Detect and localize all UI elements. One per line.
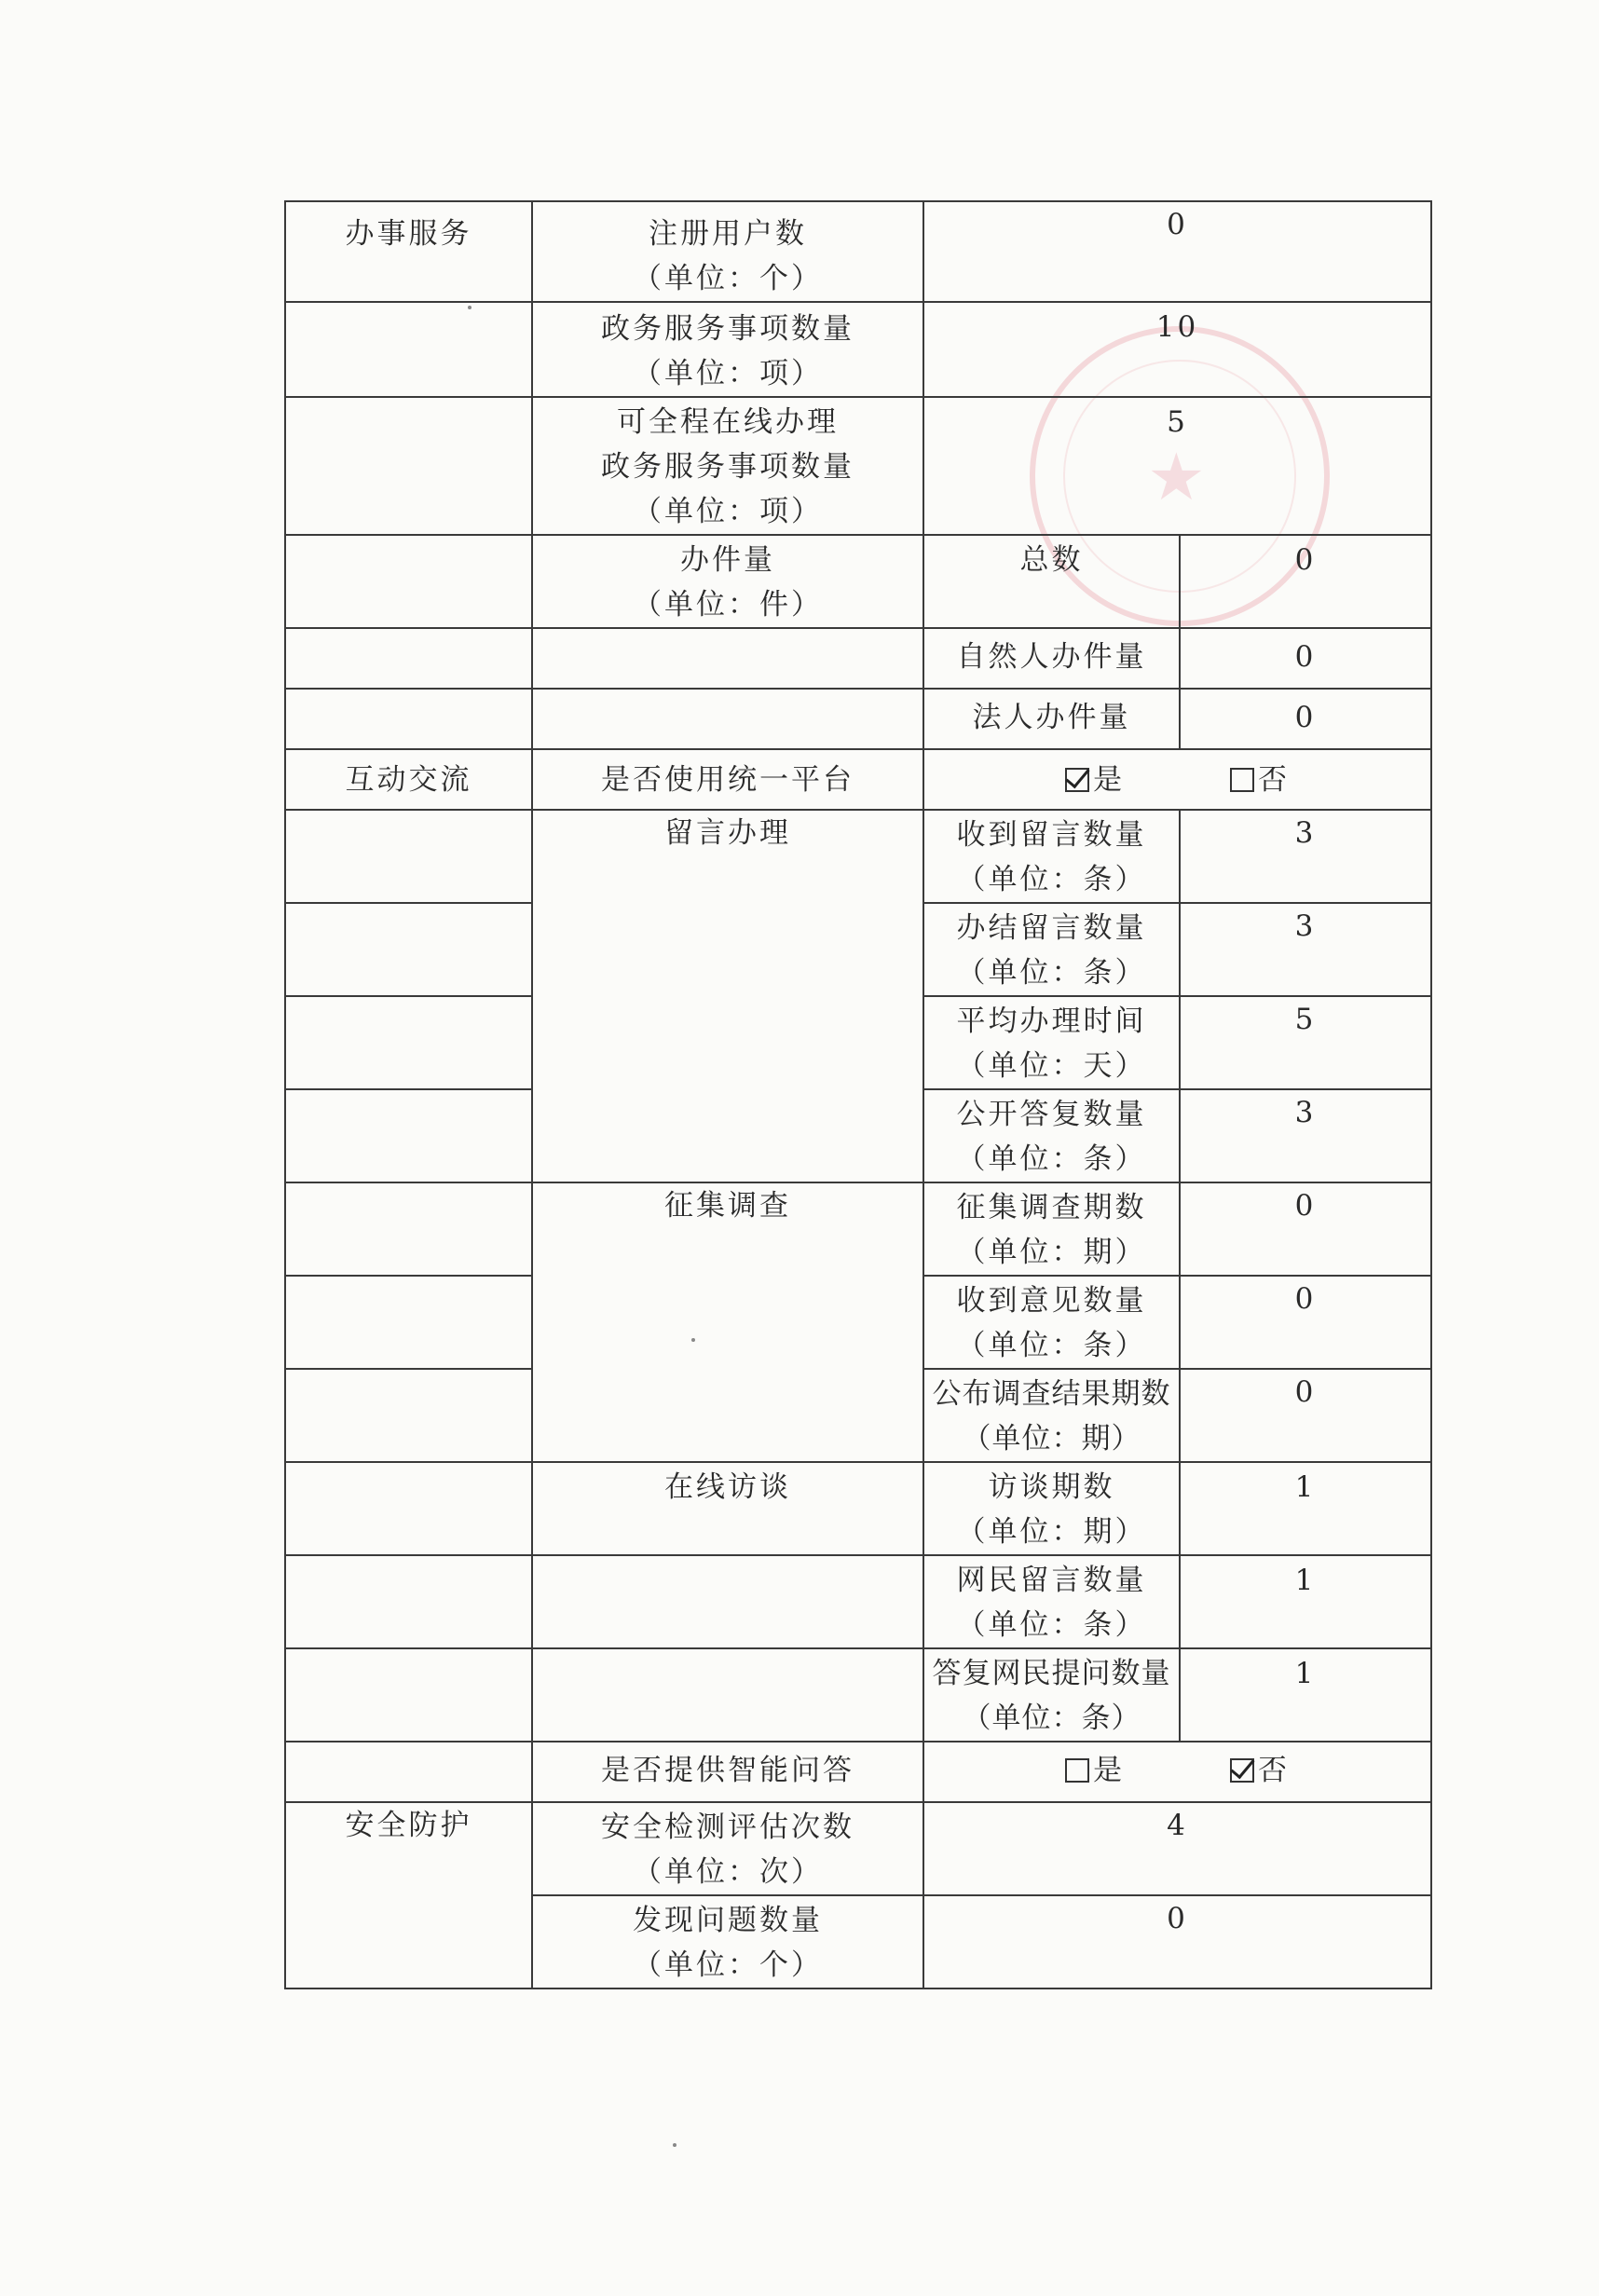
group-cell <box>532 1182 923 1462</box>
value-cell <box>923 397 1431 535</box>
item-unit: （单位：期） <box>956 1515 1147 1549</box>
label-cell <box>532 302 923 397</box>
table-row <box>285 1802 1431 1895</box>
value-cell <box>1180 1555 1431 1648</box>
item-label: 网民留言数量 <box>956 1564 1147 1597</box>
item-label: 发现问题数量 <box>633 1904 823 1937</box>
label-cell <box>923 903 1180 996</box>
table-row <box>285 201 1431 302</box>
label-cell <box>532 689 923 749</box>
table-row <box>285 689 1431 749</box>
category-label: 互动交流 <box>345 763 472 797</box>
item-unit: （单位：件） <box>633 588 823 622</box>
category-cell <box>285 1369 532 1462</box>
scan-speck <box>691 1338 695 1342</box>
statistics-table <box>284 200 1432 1989</box>
no-option <box>1230 1748 1290 1793</box>
item-value: 5 <box>1294 1003 1317 1036</box>
scan-speck <box>673 2143 676 2147</box>
table-row <box>285 628 1431 689</box>
value-cell <box>1180 903 1431 996</box>
label-cell <box>532 535 923 628</box>
label-cell <box>923 810 1180 903</box>
sub-label-cell <box>923 535 1180 628</box>
item-label: 征集调查期数 <box>956 1191 1147 1224</box>
item-unit: （单位：条） <box>956 1329 1147 1362</box>
category-label: 办事服务 <box>345 217 472 251</box>
category-cell <box>285 1742 532 1802</box>
checked-box-icon <box>1065 768 1089 792</box>
group-cell <box>532 1555 923 1648</box>
item-value: 10 <box>1155 310 1199 344</box>
item-label: 办件量 <box>680 543 775 577</box>
item-label: 收到留言数量 <box>956 818 1147 852</box>
sub-label: 法人办件量 <box>972 701 1131 734</box>
yes-label: 是 <box>1093 1754 1126 1787</box>
category-cell <box>285 689 532 749</box>
item-value: 0 <box>1294 1282 1317 1316</box>
table-row <box>285 810 1431 903</box>
value-cell <box>923 1895 1431 1988</box>
item-label: 答复网民提问数量 <box>932 1657 1171 1690</box>
value-cell <box>1180 689 1431 749</box>
label-cell <box>923 996 1180 1089</box>
label-cell <box>923 1276 1180 1369</box>
value-cell <box>1180 810 1431 903</box>
category-cell <box>285 1648 532 1742</box>
category-cell <box>285 1555 532 1648</box>
item-label: 可全程在线办理 <box>617 405 839 439</box>
group-cell <box>532 810 923 1182</box>
category-cell <box>285 1276 532 1369</box>
item-unit: （单位：条） <box>956 956 1147 990</box>
table-row <box>285 397 1431 535</box>
category-cell <box>285 810 532 903</box>
category-cell <box>285 201 532 302</box>
choice-cell <box>923 749 1431 810</box>
table-row <box>285 1555 1431 1648</box>
value-cell <box>1180 1462 1431 1555</box>
item-unit: （单位：个） <box>633 1948 823 1982</box>
value-cell <box>923 1802 1431 1895</box>
yes-label: 是 <box>1093 763 1126 797</box>
item-value: 0 <box>1167 208 1188 241</box>
yes-option <box>1065 1748 1125 1793</box>
label-cell <box>532 201 923 302</box>
seal-star-icon: ★ <box>1147 439 1206 515</box>
category-cell <box>285 397 532 535</box>
item-unit: （单位：期） <box>962 1422 1141 1456</box>
label-cell <box>532 749 923 810</box>
label-cell <box>532 397 923 535</box>
item-value: 3 <box>1294 909 1317 943</box>
no-label: 否 <box>1257 763 1290 797</box>
item-label: 安全检测评估次数 <box>601 1811 854 1844</box>
yes-option <box>1065 758 1125 802</box>
category-cell <box>285 1182 532 1276</box>
empty-box-icon <box>1065 1758 1089 1783</box>
value-cell <box>1180 535 1431 628</box>
item-label: 注册用户数 <box>649 217 807 251</box>
sub-label-cell <box>923 628 1180 689</box>
item-label: 是否提供智能问答 <box>601 1754 854 1787</box>
sub-label: 总数 <box>1019 543 1084 577</box>
category-cell <box>285 749 532 810</box>
item-unit: （单位：期） <box>956 1236 1147 1269</box>
checked-box-icon <box>1230 1758 1254 1783</box>
sub-label-cell <box>923 689 1180 749</box>
table-row <box>285 302 1431 397</box>
sub-label: 自然人办件量 <box>956 640 1147 674</box>
item-label: 公开答复数量 <box>956 1098 1147 1131</box>
item-unit: （单位：项） <box>633 495 823 528</box>
group-label: 留言办理 <box>664 816 791 850</box>
table-row <box>285 535 1431 628</box>
scan-speck <box>468 306 472 309</box>
label-cell <box>923 1369 1180 1462</box>
item-label: 公布调查结果期数 <box>932 1377 1171 1411</box>
item-value: 0 <box>1167 1902 1188 1935</box>
group-label: 在线访谈 <box>664 1470 791 1504</box>
category-cell <box>285 996 532 1089</box>
value-cell <box>1180 1369 1431 1462</box>
item-label: 是否使用统一平台 <box>601 763 854 797</box>
label-cell <box>532 1895 923 1988</box>
table-row <box>285 1182 1431 1276</box>
label-cell <box>923 1555 1180 1648</box>
item-unit: （单位：天） <box>956 1049 1147 1083</box>
category-cell <box>285 302 532 397</box>
choice-cell <box>923 1742 1431 1802</box>
group-cell <box>532 1648 923 1742</box>
value-cell <box>1180 1276 1431 1369</box>
label-cell <box>532 628 923 689</box>
label-cell <box>923 1648 1180 1742</box>
category-cell <box>285 1462 532 1555</box>
item-unit: （单位：条） <box>956 1608 1147 1642</box>
value-cell <box>1180 628 1431 689</box>
category-label: 安全防护 <box>345 1809 472 1842</box>
table-row <box>285 1742 1431 1802</box>
item-label: 访谈期数 <box>988 1470 1115 1504</box>
group-label: 征集调查 <box>664 1189 791 1223</box>
category-cell <box>285 903 532 996</box>
value-cell <box>1180 996 1431 1089</box>
empty-box-icon <box>1230 768 1254 792</box>
item-label: 政务服务事项数量 <box>601 312 854 346</box>
item-label: 收到意见数量 <box>956 1284 1147 1318</box>
no-label: 否 <box>1257 1754 1290 1787</box>
value-cell <box>1180 1089 1431 1182</box>
item-unit: （单位：条） <box>956 1142 1147 1176</box>
label-cell <box>923 1462 1180 1555</box>
table-row <box>285 1462 1431 1555</box>
value-cell <box>1180 1648 1431 1742</box>
label-cell <box>923 1089 1180 1182</box>
item-unit: （单位：项） <box>633 357 823 390</box>
value-cell <box>923 201 1431 302</box>
item-value: 3 <box>1294 816 1317 850</box>
item-unit: （单位：次） <box>633 1855 823 1889</box>
label-cell <box>923 1182 1180 1276</box>
item-label: 政务服务事项数量 <box>601 450 854 484</box>
category-cell <box>285 1089 532 1182</box>
item-value: 1 <box>1294 1657 1317 1690</box>
item-unit: （单位：个） <box>633 262 823 295</box>
item-unit: （单位：条） <box>956 863 1147 896</box>
item-value: 0 <box>1294 1375 1317 1409</box>
category-cell <box>285 535 532 628</box>
item-value: 0 <box>1294 640 1317 674</box>
no-option <box>1230 758 1290 802</box>
item-value: 0 <box>1294 543 1317 577</box>
item-value: 5 <box>1167 405 1188 439</box>
item-label: 平均办理时间 <box>956 1004 1147 1038</box>
item-value: 3 <box>1294 1096 1317 1129</box>
item-value: 1 <box>1294 1564 1317 1597</box>
item-value: 0 <box>1294 1189 1317 1223</box>
item-unit: （单位：条） <box>962 1702 1141 1735</box>
table-row <box>285 749 1431 810</box>
value-cell <box>923 302 1431 397</box>
item-value: 4 <box>1167 1809 1188 1842</box>
item-value: 1 <box>1294 1470 1317 1504</box>
value-cell <box>1180 1182 1431 1276</box>
category-cell <box>285 1802 532 1988</box>
label-cell <box>532 1742 923 1802</box>
item-label: 办结留言数量 <box>956 911 1147 945</box>
label-cell <box>532 1802 923 1895</box>
table-row <box>285 1648 1431 1742</box>
item-value: 0 <box>1294 701 1317 734</box>
category-cell <box>285 628 532 689</box>
group-cell <box>532 1462 923 1555</box>
